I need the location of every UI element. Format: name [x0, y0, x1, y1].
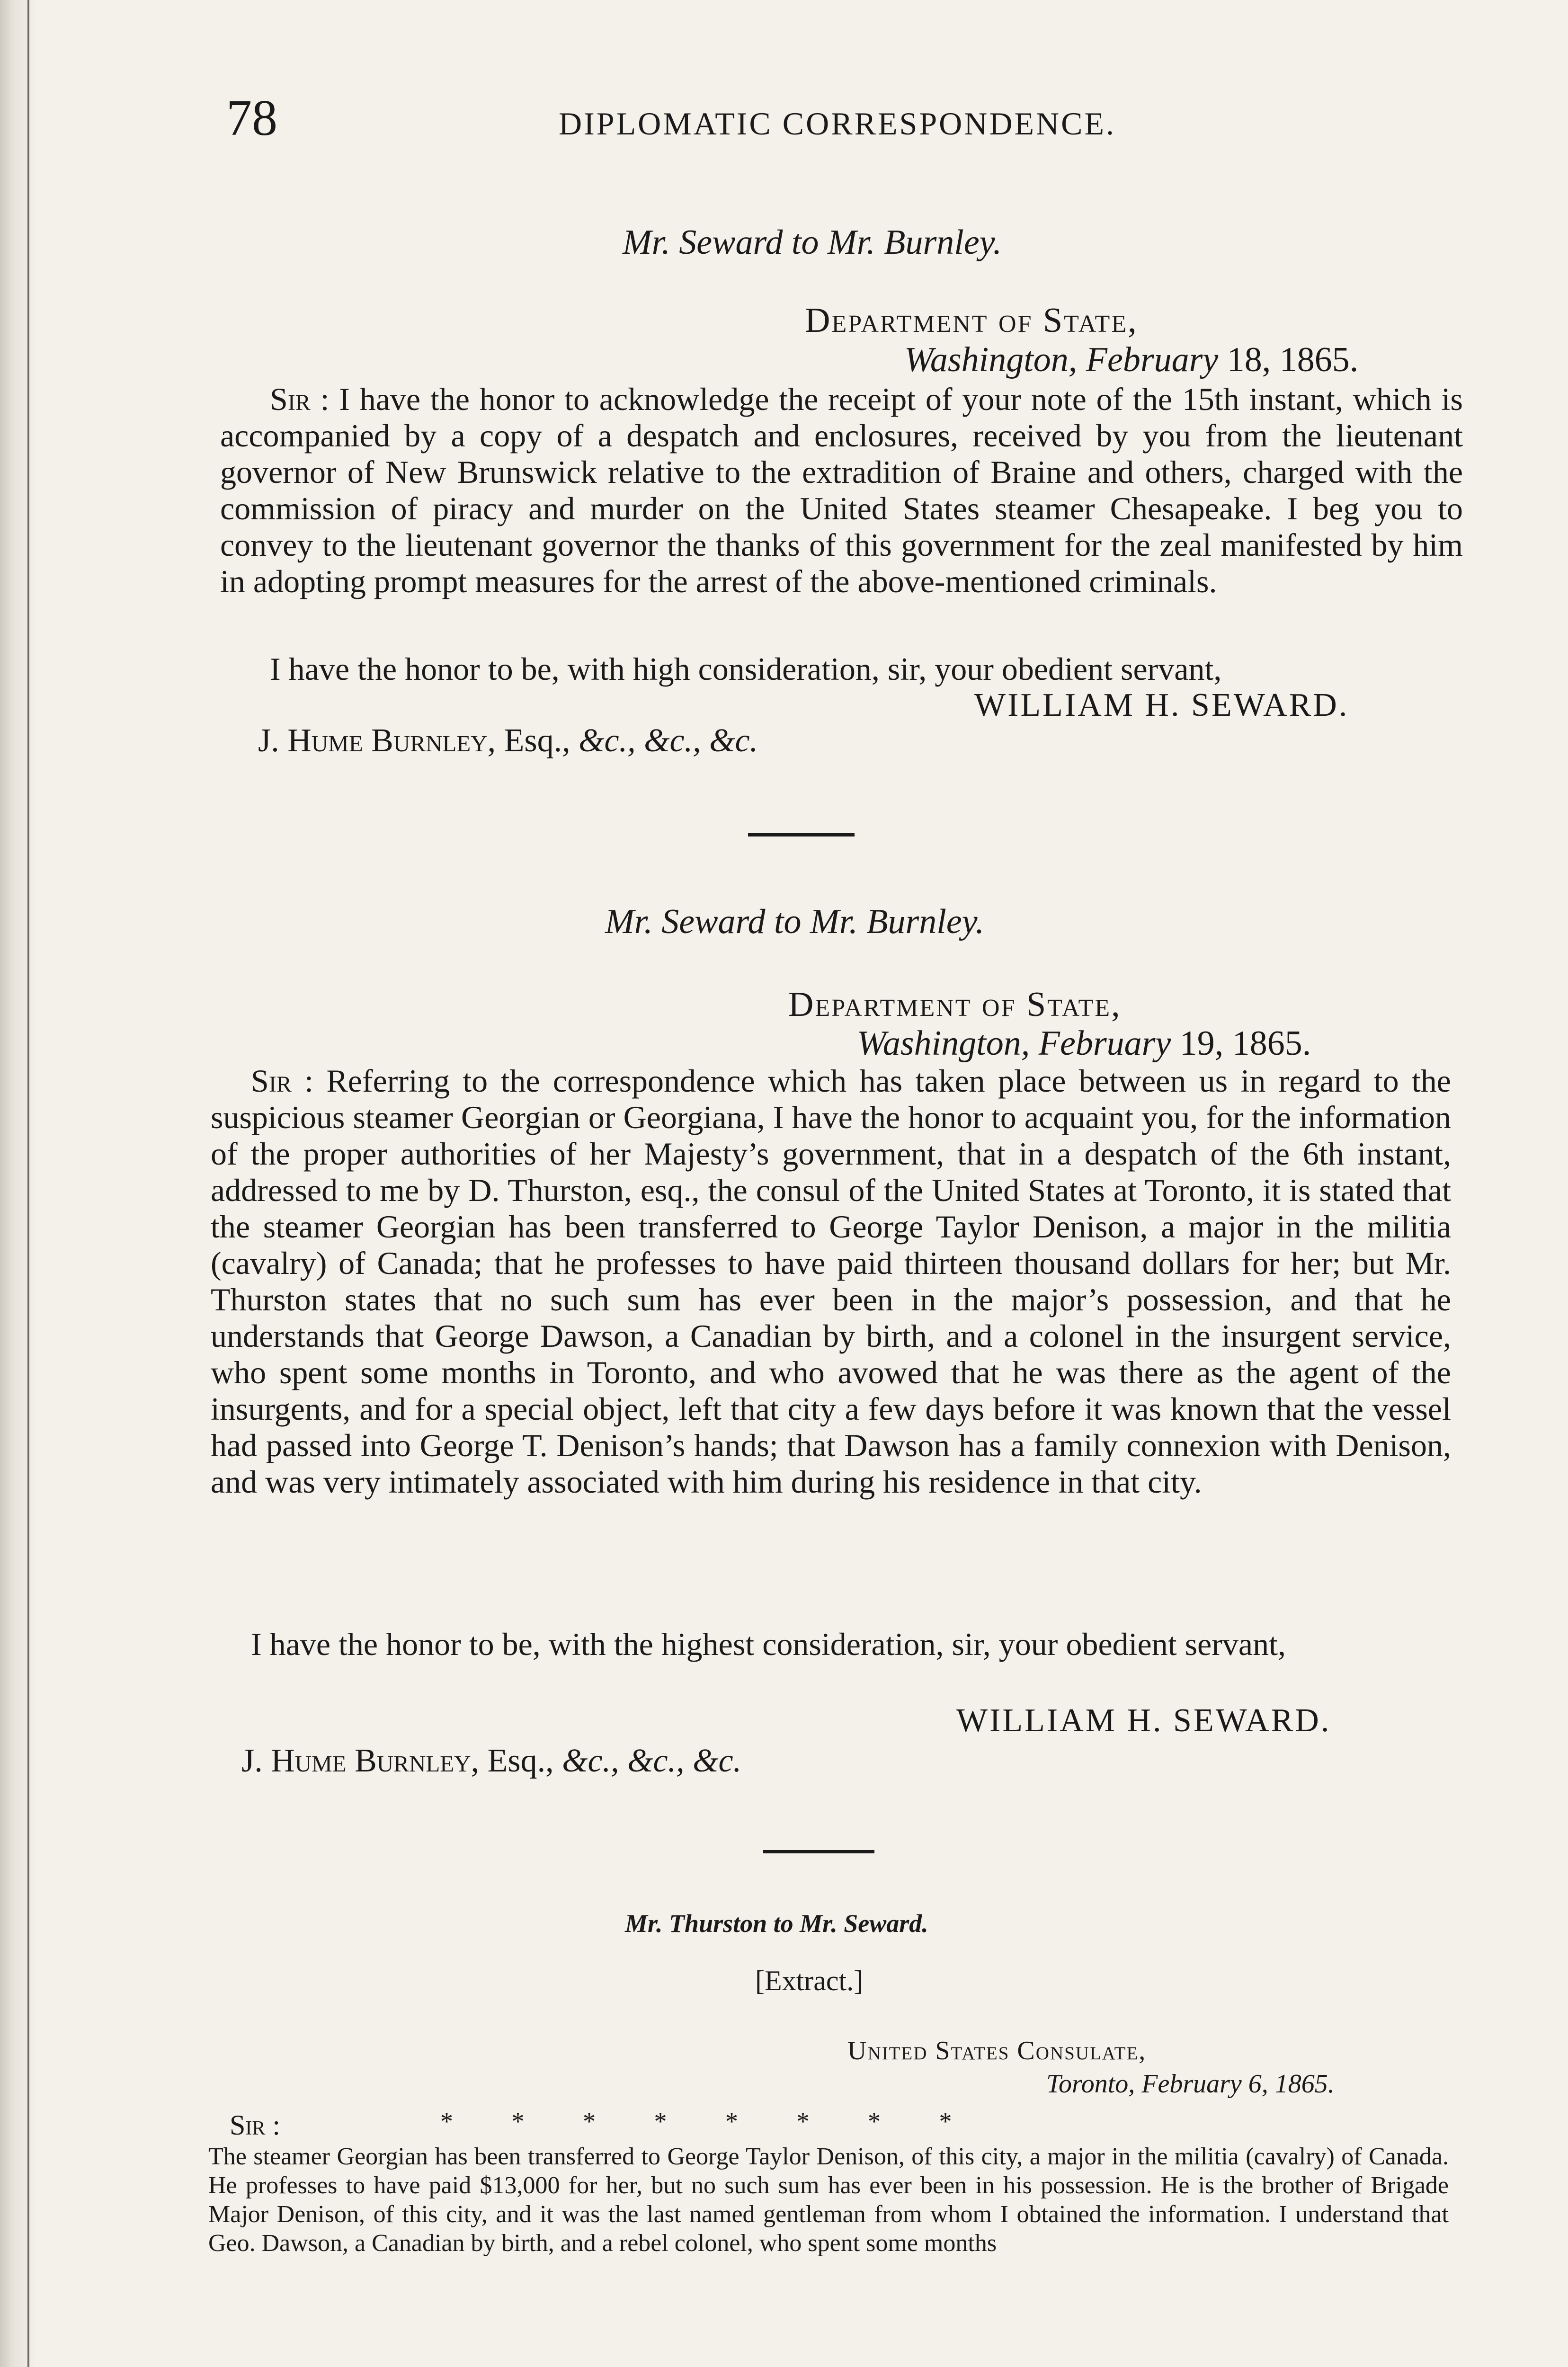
letter-1-place: Washington, — [904, 340, 1078, 379]
letter-3-body: The steamer Georgian has been transferred to George Taylor Denison, of this city, a major in the militia (cavalry) of Canada. He professes to have paid $13,000 for her, but no such sum has ever been in his possession. He is the brother of Brigade Major Denison, of this city, and it was the last named gentleman from whom I obtained the information. I understand that Geo. Dawson, a Canadian by birth, and a rebel colonel, who spent some months — [208, 2143, 1449, 2257]
letter-3-extract-note: [Extract.] — [755, 1965, 864, 1996]
letter-1-addressee-etc: &c., &c., &c. — [579, 722, 758, 759]
running-title: DIPLOMATIC CORRESPONDENCE. — [559, 106, 1116, 142]
letter-2-addressee-etc: &c., &c., &c. — [562, 1743, 742, 1779]
letter-3-title: Mr. Thurston to Mr. Seward. — [625, 1909, 928, 1938]
letter-2-addressee — [241, 1742, 741, 1780]
binding-line — [27, 0, 29, 2367]
letter-1-dateline — [904, 340, 1358, 380]
letter-1-salutation: Sir — [270, 381, 311, 417]
letter-1-title: Mr. Seward to Mr. Burnley. — [623, 223, 1002, 262]
letter-3-department: United States Consulate, — [847, 2036, 1147, 2065]
letter-1-body: Sir : I have the honor to acknowledge the receipt of your note of the 15th instant, which is accompanied by a copy of a despatch and enclosures, received by you from the lieutenant governor of New Brunswick relative to the extradition of Braine and others, charged with the commission of piracy and murder on the United States steamer Chesapeake. I beg you to convey to the lieutenant governor the thanks of this government for the zeal manifested by him in adopting prompt measures for the arrest of the above-mentioned criminals. — [220, 381, 1463, 599]
letter-1-addressee-name: J. Hume Burnley, — [258, 722, 496, 759]
letter-2-addressee-name: J. Hume Burnley, — [241, 1743, 480, 1779]
letter-1-addressee — [258, 722, 758, 760]
letter-2-body-text: Referring to the correspondence which has taken place between us in regard to the suspicious steamer Georgian or Georgiana, I have the honor to acquaint you, for the information of the proper authorities of her Majesty’s government, that in a despatch of the 6th instant, addressed to me by D. Thurston, esq., the consul of the United States at Toronto, it is stated that the steamer Georgian has been transferred to George Taylor Denison, a major in the militia (cavalry) of Canada; that he professes to have paid thirteen thousand dollars for her; but Mr. Thurston states that no such sum has ever been in the major’s possession, and that he understands that George Dawson, a Canadian by birth, and a colonel in the insurgent service, who spent some months in Toronto, and who avowed that he was there as the agent of the insurgents, and for a special object, left that city a few days before it was known that the vessel had passed into George T. Denison’s hands; that Dawson has a family connexion with Denison, and was very intimately associated with him during his residence in that city. — [211, 1063, 1451, 1500]
letter-2-date-month: February — [1038, 1024, 1171, 1063]
letter-1-closing: I have the honor to be, with high consideration, sir, your obedient servant, — [270, 651, 1222, 687]
letter-3-salutation: Sir : — [230, 2109, 281, 2141]
letter-2-department: Department of State, — [788, 985, 1122, 1024]
letter-1-date-month: February — [1086, 340, 1219, 379]
letter-1-body-text: I have the honor to acknowledge the receipt of your note of the 15th instant, which is accompanied by a copy of a despatch and enclosures, received by you from the lieutenant governor of New Brunswick relative to the extradition of Braine and others, charged with the commission of piracy and murder on the United States steamer Chesapeake. I beg you to convey to the lieutenant governor the thanks of this government for the zeal manifested by him in adopting prompt measures for the arrest of the above-mentioned criminals. — [220, 381, 1463, 599]
letter-3-ellipsis-stars: * * * * * * * * — [440, 2107, 952, 2136]
letter-2-date-rest: 19, 1865. — [1179, 1024, 1311, 1063]
letter-2-title: Mr. Seward to Mr. Burnley. — [605, 902, 984, 941]
letter-2-signature: WILLIAM H. SEWARD. — [956, 1702, 1331, 1739]
letter-2-dateline — [857, 1023, 1311, 1064]
letter-2-body: Sir : Referring to the correspondence which has taken place between us in regard to the suspicious steamer Georgian or Georgiana, I have the honor to acquaint you, for the information of the proper authorities of her Majesty’s government, that in a despatch of the 6th instant, addressed to me by D. Thurston, esq., the consul of the United States at Toronto, it is stated that the steamer Georgian has been transferred to George Taylor Denison, a major in the militia (cavalry) of Canada; that he professes to have paid thirteen thousand dollars for her; but Mr. Thurston states that no such sum has ever been in the major’s possession, and that he understands that George Dawson, a Canadian by birth, and a colonel in the insurgent service, who spent some months in Toronto, and who avowed that he was there as the agent of the insurgents, and for a special object, left that city a few days before it was known that the vessel had passed into George T. Denison’s hands; that Dawson has a family connexion with Denison, and was very intimately associated with him during his residence in that city. — [211, 1063, 1451, 1500]
letter-2-salutation: Sir — [251, 1063, 292, 1099]
letter-1-addressee-esq: Esq., — [504, 722, 570, 759]
letter-2-closing: I have the honor to be, with the highest consideration, sir, your obedient servant, — [251, 1626, 1286, 1662]
letter-2-addressee-esq: Esq., — [487, 1743, 554, 1779]
letter-1-department: Department of State, — [805, 301, 1138, 340]
page-number: 78 — [226, 90, 277, 146]
section-divider-2 — [763, 1850, 874, 1853]
section-divider — [748, 833, 855, 836]
letter-3-place-date: Toronto, February 6, 1865. — [1046, 2069, 1335, 2099]
letter-1-signature: WILLIAM H. SEWARD. — [974, 687, 1349, 723]
letter-1-date-rest: 18, 1865. — [1227, 340, 1359, 379]
letter-2-place: Washington, — [857, 1024, 1030, 1063]
page-binding-edge — [0, 0, 37, 2367]
